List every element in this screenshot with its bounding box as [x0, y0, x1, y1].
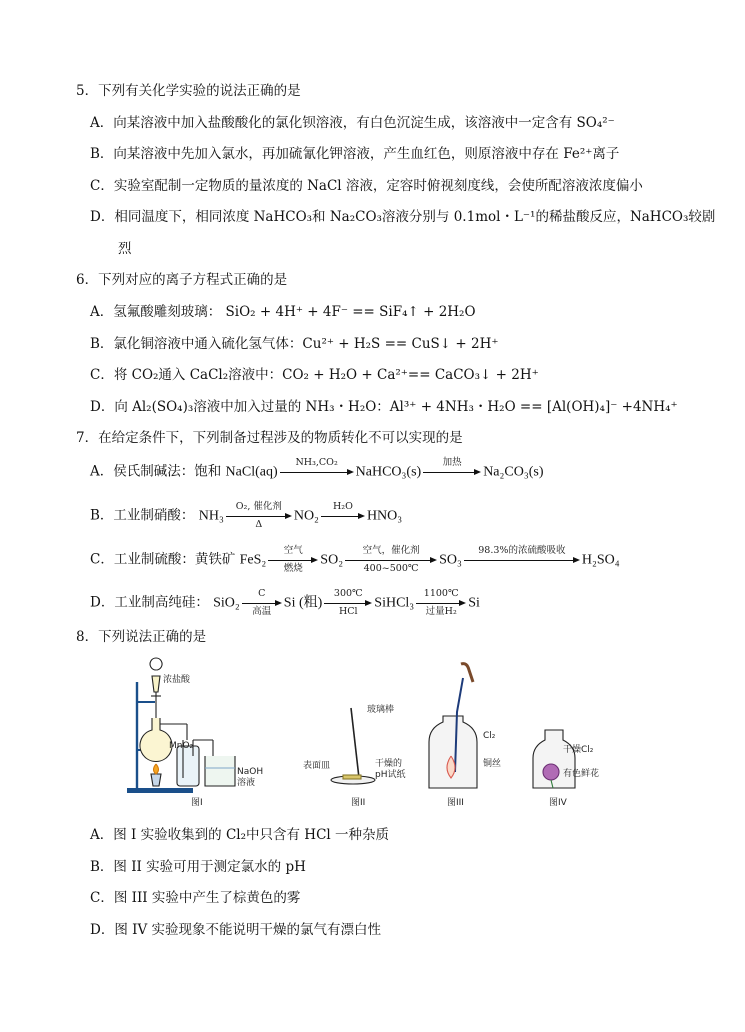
q7-d-arrow3-top: 1100℃ [423, 588, 459, 599]
q7-b-arrow2-top: H₂O [332, 501, 353, 512]
q7-c-arrow1-bottom: 燃烧 [283, 563, 303, 574]
apparatus-figures [125, 660, 600, 812]
fig4-flower-label: 有色鲜花 [563, 769, 600, 779]
q7-option-c [90, 546, 620, 574]
q6-stem: 6．下列对应的离子方程式正确的是 [76, 272, 288, 288]
q7-d-s4: Si [468, 595, 480, 611]
q7-d-s2: Si (粗) [283, 595, 323, 611]
reaction-arrow [321, 502, 365, 530]
q5-option-d-continued: 烈 [118, 241, 132, 257]
q7-d-arrow1-top: C [258, 588, 266, 599]
q7-option-d [90, 589, 480, 617]
q7-d-s1: SiO₂ [213, 595, 240, 611]
q7-d-s3: SiHCl₃ [374, 595, 415, 611]
q5-stem: 5．下列有关化学实验的说法正确的是 [76, 83, 301, 99]
reaction-arrow [345, 546, 437, 574]
q7-option-a [90, 458, 544, 486]
q7-c-s1: FeS₂ [239, 552, 267, 568]
q5-option-b: B．向某溶液中先加入氯水，再加硫氰化钾溶液，产生血红色，则原溶液中存在 Fe²⁺离子 [90, 146, 620, 162]
fig2-paper-label-1: 干燥的 [375, 759, 403, 769]
reaction-arrow [324, 589, 372, 617]
q7-c-s3: SO₃ [439, 552, 462, 568]
q7-a-s3: Na₂CO₃(s) [483, 464, 544, 480]
fig1-caption: 图I [191, 798, 203, 808]
q7-d-arrow2-bottom: HCl [339, 606, 358, 617]
q7-d-arrow3-bottom: 过量H₂ [425, 606, 457, 617]
fig2-paper-label-2: pH试纸 [375, 770, 406, 780]
q8-option-b: B．图 II 实验可用于测定氯水的 pH [90, 859, 306, 875]
q7-d-prefix: D．工业制高纯硅： [90, 594, 214, 611]
reaction-arrow [280, 458, 354, 486]
q7-c-arrow3-top: 98.3%的浓硫酸吸收 [478, 545, 566, 556]
reaction-arrow [226, 502, 292, 530]
q7-d-arrow1-bottom: 高温 [252, 606, 272, 617]
q7-c-arrow2-top: 空气，催化剂 [362, 545, 420, 556]
fig1-acid-label: 浓盐酸 [163, 675, 191, 685]
q7-b-arrow1-top: O₂, 催化剂 [235, 501, 282, 512]
reaction-arrow [416, 589, 466, 617]
q6-option-b: B．氯化铜溶液中通入硫化氢气体：Cu²⁺ + H₂S == CuS↓ + 2H⁺ [90, 336, 499, 352]
reaction-arrow [242, 589, 282, 617]
q7-c-prefix: C．工业制硫酸：黄铁矿 [90, 551, 240, 568]
q5-option-a: A．向某溶液中加入盐酸酸化的氯化钡溶液，有白色沉淀生成，该溶液中一定含有 SO₄²⁻ [90, 115, 615, 131]
fig2-rod-label: 玻璃棒 [367, 705, 395, 715]
q8-option-d: D．图 IV 实验现象不能说明干燥的氯气有漂白性 [90, 922, 381, 938]
q6-option-a: A．氢氟酸雕刻玻璃： SiO₂ + 4H⁺ + 4F⁻ == SiF₄↑ + 2H₂O [90, 304, 476, 320]
q7-b-arrow1-bottom: Δ [255, 519, 263, 530]
q5-option-d: D．相同温度下，相同浓度 NaHCO₃和 Na₂CO₃溶液分别与 0.1mol・L⁻¹的稀盐酸反应，NaHCO₃较剧 [90, 209, 716, 225]
fig1-mno2-label: MnO₂ [169, 741, 194, 751]
q7-a-arrow1-top: NH₃,CO₂ [295, 457, 338, 468]
fig1-solution-label: 溶液 [237, 778, 256, 788]
fig3-caption: 图III [447, 798, 464, 808]
q8-stem: 8．下列说法正确的是 [76, 629, 207, 645]
figure-3-copper-burning [429, 664, 477, 788]
q7-option-b [90, 502, 402, 530]
reaction-arrow [423, 458, 481, 486]
fig3-cl2-label: Cl₂ [483, 731, 496, 741]
figure-4-dry-chlorine [533, 730, 575, 788]
q7-d-arrow2-top: 300℃ [333, 588, 363, 599]
q5-option-c: C．实验室配制一定物质的量浓度的 NaCl 溶液，定容时俯视刻度线，会使所配溶液浓度偏小 [90, 178, 643, 194]
fig4-caption: 图IV [549, 798, 567, 808]
q7-b-s1: NH₃ [198, 508, 224, 524]
fig2-caption: 图II [351, 798, 366, 808]
q6-option-d: D．向 Al₂(SO₄)₃溶液中加入过量的 NH₃・H₂O：Al³⁺ + 4NH₃・H₂O == [Al(OH)₄]⁻ +4NH₄⁺ [90, 399, 678, 415]
q8-option-a: A．图 I 实验收集到的 Cl₂中只含有 HCl 一种杂质 [90, 827, 390, 843]
fig1-naoh-label: NaOH [237, 767, 264, 777]
q8-option-c: C．图 III 实验中产生了棕黄色的雾 [90, 890, 301, 906]
fig3-copper-label: 铜丝 [483, 759, 502, 769]
fig2-dish-label: 表面皿 [303, 761, 331, 771]
q7-a-s2: NaHCO₃(s) [355, 464, 422, 480]
q7-a-prefix: A．侯氏制碱法：饱和 [90, 463, 226, 480]
reaction-arrow [268, 546, 318, 574]
q7-c-arrow1-top: 空气 [283, 545, 303, 556]
q7-b-s3: HNO₃ [366, 508, 403, 524]
q7-b-s2: NO₂ [293, 508, 319, 524]
q7-b-prefix: B．工业制硝酸： [90, 507, 199, 524]
q7-a-s1: NaCl(aq) [225, 464, 278, 480]
q7-c-s4: H₂SO₄ [581, 552, 620, 568]
q7-c-s2: SO₂ [320, 552, 344, 568]
q7-stem: 7．在给定条件下，下列制备过程涉及的物质转化不可以实现的是 [76, 430, 463, 446]
q6-option-c: C．将 CO₂通入 CaCl₂溶液中：CO₂ + H₂O + Ca²⁺== CaCO₃↓ + 2H⁺ [90, 367, 539, 383]
q7-a-arrow2-top: 加热 [442, 457, 462, 468]
fig4-cl2-label: 干燥Cl₂ [563, 745, 594, 755]
q7-c-arrow2-bottom: 400~500℃ [363, 563, 419, 574]
reaction-arrow [464, 546, 580, 574]
figure-2-ph-test [331, 708, 375, 784]
